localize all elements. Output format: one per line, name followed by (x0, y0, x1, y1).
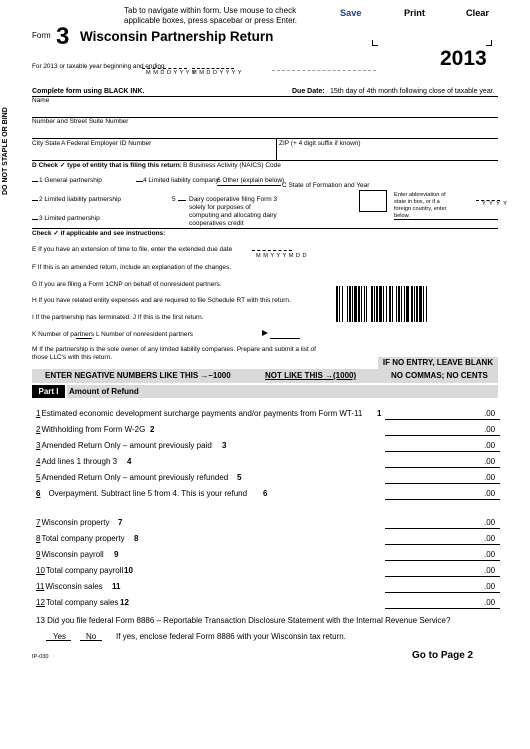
side-instruction: DO NOT STAPLE OR BIND (2, 107, 9, 195)
barcode-bar (419, 286, 422, 322)
cents-suffix: .00 (484, 550, 496, 559)
line-number: 2 (36, 425, 41, 434)
partners-count-label: K Number of partners L Number of nonresident partners (32, 331, 193, 338)
line-4-amount-field[interactable] (385, 467, 500, 468)
amended-label: F If this is an amended return, include an explanation of the changes. (32, 264, 232, 271)
city-state-label: City State (32, 140, 61, 147)
cents-suffix: .00 (484, 409, 496, 418)
barcode-bar (342, 286, 343, 322)
number-of-partners-field[interactable] (76, 338, 92, 339)
line-13-no-label: No (86, 632, 97, 641)
corner-mark (486, 40, 492, 46)
barcode-bar (383, 286, 384, 322)
part-label: Part I (32, 385, 65, 398)
name-field[interactable] (32, 105, 498, 117)
cents-suffix: .00 (484, 534, 496, 543)
form-title: Wisconsin Partnership Return (80, 29, 274, 44)
street-label: Number and Street Suite Number (32, 118, 129, 125)
tax-year: 2013 (440, 47, 487, 70)
line-number: 11 (36, 582, 45, 591)
barcode-bar (361, 286, 362, 322)
barcode-bar (379, 286, 382, 322)
line-box-number: 8 (134, 534, 139, 543)
dairy-label: Dairy cooperative filing Form 3 solely for purposes of computing and allocating dairy cooperatives credit (189, 196, 278, 227)
barcode-bar (364, 286, 365, 322)
dairy-number: 5 (172, 196, 176, 203)
line-3-amount-field[interactable] (385, 451, 500, 452)
barcode-bar (423, 286, 424, 322)
line-description: Wisconsin property (41, 518, 110, 527)
barcode-bar (386, 286, 387, 322)
general-partnership-label: 1 General partnership (39, 177, 102, 184)
checkbox-general-partnership[interactable] (32, 175, 38, 182)
foreign-country-field[interactable] (394, 219, 498, 220)
arrow-right-icon (262, 330, 268, 336)
save-button[interactable]: Save (340, 8, 362, 18)
barcode-bar (371, 286, 373, 322)
line-description: Total company payroll (45, 566, 124, 575)
line-9-amount-field[interactable] (385, 560, 500, 561)
line-10-amount-field[interactable] (385, 576, 500, 577)
barcode-bar (426, 286, 427, 322)
go-to-page-2-button[interactable]: Go to Page 2 (412, 650, 474, 661)
due-date-label: Due Date: (292, 88, 325, 95)
line-description: Add lines 1 through 3 (41, 457, 118, 466)
state-abbrev-box[interactable] (359, 190, 387, 212)
form-1cnp-label: G If you are filing a Form 1CNP on behalf of nonresident partners. (32, 281, 222, 288)
street-field[interactable] (32, 126, 498, 138)
barcode-bar (366, 286, 367, 322)
line-box-number: 12 (120, 598, 129, 607)
line-7-amount-field[interactable] (385, 528, 500, 529)
check-instructions-heading: Check ✓ if applicable and see instructions: (32, 230, 166, 237)
extended-due-date-field[interactable] (252, 250, 292, 251)
zip-field[interactable] (279, 148, 359, 160)
begin-date-field[interactable] (142, 68, 187, 69)
name-label: Name (32, 97, 50, 104)
corner-mark (372, 40, 378, 46)
barcode-bar (416, 286, 418, 322)
barcode (336, 286, 496, 322)
extension-label: E If you have an extension of time to file, enter the extended due date (32, 246, 233, 253)
line-6-row (36, 489, 247, 499)
state-formation-label: C State of Formation and Year (282, 182, 370, 189)
cents-suffix: .00 (484, 489, 496, 498)
line-1-amount-field[interactable] (385, 419, 500, 420)
begin-date-format: M M D D Y Y Y Y (146, 70, 196, 76)
line-description: Estimated economic development surcharge payments and/or payments from Form WT-11 (41, 409, 363, 418)
entity-type-label: D Check ✓ type of entity that is filing this return: (32, 162, 182, 169)
barcode-bar (396, 286, 397, 322)
barcode-bar (347, 286, 348, 322)
cents-suffix: .00 (484, 457, 496, 466)
checkbox-llp[interactable] (32, 194, 38, 201)
line-box-number: 11 (112, 582, 121, 591)
no-commas-note: NO COMMAS; NO CENTS (391, 371, 488, 380)
line-1-row (36, 409, 362, 419)
line-box-number: 6 (263, 489, 268, 498)
barcode-bar (404, 286, 405, 322)
barcode-bar (358, 286, 360, 322)
line-description: Total company property (41, 534, 125, 543)
barcode-bar (352, 286, 353, 322)
line-11-amount-field[interactable] (385, 592, 500, 593)
end-date-field[interactable] (192, 68, 234, 69)
line-number: 5 (36, 473, 41, 482)
form-code: IP-030 (32, 654, 49, 660)
black-ink-note: Complete form using BLACK INK. (32, 88, 145, 95)
related-entity-label: H If you have related entity expenses and are required to file Schedule RT with this return. (32, 297, 291, 304)
cents-suffix: .00 (484, 425, 496, 434)
line-2-row (36, 425, 145, 435)
line-description: Overpayment. Subtract line 5 from 4. This is your refund (48, 489, 248, 498)
checkbox-limited-partnership[interactable] (32, 213, 38, 220)
llc-owner-label: M If the partnership is the sole owner of any limited liability companies. Prepare and submit a list of those LLC's with this return. (32, 346, 316, 361)
city-state-field[interactable] (32, 148, 275, 160)
print-button[interactable]: Print (404, 8, 425, 18)
llp-label: 2 Limited liability partnership (39, 196, 122, 203)
line-description: Wisconsin payroll (41, 550, 104, 559)
line-description: Wisconsin sales (45, 582, 103, 591)
line-12-row (36, 598, 118, 608)
line-description: Amended Return Only – amount previously refunded (41, 473, 229, 482)
tax-year-text: For 2013 or taxable year beginning and ending (32, 63, 165, 70)
line-5-row (36, 473, 228, 483)
no-entry-banner: IF NO ENTRY, LEAVE BLANK (378, 357, 498, 369)
zip-label: ZIP (+ 4 digit suffix if known) (279, 140, 361, 147)
line-3-row (36, 441, 212, 451)
barcode-bar (398, 286, 400, 322)
line-number: 8 (36, 534, 41, 543)
formation-year-format: Y Y Y Y (482, 201, 508, 207)
barcode-bar (374, 286, 375, 322)
cents-suffix: .00 (484, 566, 496, 575)
line-13-yes-label: Yes (53, 632, 67, 641)
line-box-number: 3 (222, 441, 227, 450)
barcode-bar (354, 286, 357, 322)
part-title: Amount of Refund (69, 387, 139, 396)
end-date-format: M M D D Y Y Y Y (192, 70, 242, 76)
form-number: 3 (56, 23, 70, 50)
navigation-instructions: Tab to navigate within form. Use mouse to check applicable boxes, press spacebar or press Enter. (124, 6, 297, 25)
nonresident-partners-field[interactable] (270, 338, 300, 339)
line-number: 3 (36, 441, 41, 450)
line-12-amount-field[interactable] (385, 608, 500, 609)
other-explain-field[interactable] (217, 185, 281, 186)
due-date-text: 15th day of 4th month following close of taxable year. (330, 88, 495, 95)
line-number: 6 (36, 489, 41, 498)
line-5-amount-field[interactable] (385, 483, 500, 484)
line-13-instructions: If yes, enclose federal Form 8886 with your Wisconsin tax return. (116, 632, 346, 641)
line-8-row (36, 534, 125, 544)
not-like-this-note: NOT LIKE THIS →(1000) (265, 371, 357, 380)
line-box-number: 10 (124, 566, 133, 575)
line-box-number: 1 (377, 409, 382, 418)
line-description: Withholding from Form W-2G (41, 425, 146, 434)
formation-year-field[interactable] (476, 200, 500, 201)
cents-suffix: .00 (484, 441, 496, 450)
form-word: Form (32, 31, 51, 40)
line-number: 1 (36, 409, 41, 418)
line-number: 7 (36, 518, 41, 527)
code-field[interactable] (272, 70, 376, 71)
line-2-amount-field[interactable] (385, 435, 500, 436)
limited-partnership-label: 3 Limited partnership (39, 215, 100, 222)
clear-button[interactable]: Clear (466, 8, 489, 18)
line-box-number: 5 (237, 473, 242, 482)
line-number: 4 (36, 457, 41, 466)
other-label: 6 Other (explain below) (217, 177, 285, 184)
barcode-bar (339, 286, 340, 322)
barcode-bar (401, 286, 402, 322)
line-13-text: 13 Did you file federal Form 8886 – Reportable Transaction Disclosure Statement with the Internal Revenue Service? (36, 616, 451, 625)
line-10-row (36, 566, 123, 576)
barcode-bar (336, 286, 338, 322)
barcode-bar (406, 286, 409, 322)
cents-suffix: .00 (484, 598, 496, 607)
line-4-row (36, 457, 117, 467)
line-description: Total company sales (45, 598, 119, 607)
checkbox-llc[interactable] (136, 175, 143, 182)
barcode-bar (392, 286, 393, 322)
terminated-first-return-label: I If the partnership has terminated. J If this is the first return. (32, 314, 204, 321)
line-8-amount-field[interactable] (385, 544, 500, 545)
line-6-amount-field[interactable] (385, 499, 500, 500)
line-box-number: 9 (114, 550, 119, 559)
line-box-number: 2 (150, 425, 155, 434)
line-number: 9 (36, 550, 41, 559)
line-9-row (36, 550, 104, 560)
extended-date-format: M M Y Y Y M D D (256, 253, 308, 259)
barcode-bar (414, 286, 415, 322)
line-box-number: 7 (118, 518, 123, 527)
barcode-bar (411, 286, 413, 322)
checkbox-dairy-cooperative[interactable] (178, 194, 186, 201)
line-box-number: 4 (127, 457, 132, 466)
llc-label: 4 Limited liability company (143, 177, 219, 184)
state-abbrev-note: Enter abbreviation of state in box, or if a foreign country, enter below. (394, 192, 447, 219)
line-description: Amended Return Only – amount previously paid (41, 441, 212, 450)
barcode-bar (389, 286, 391, 322)
barcode-bar (376, 286, 378, 322)
barcode-bar (349, 286, 351, 322)
line-11-row (36, 582, 103, 592)
line-7-row (36, 518, 109, 528)
line-number: 10 (36, 566, 45, 575)
cents-suffix: .00 (484, 518, 496, 527)
negative-numbers-note: ENTER NEGATIVE NUMBERS LIKE THIS →–1000 (45, 371, 231, 380)
naics-label: B Business Activity (NAICS) Code (183, 162, 281, 169)
cents-suffix: .00 (484, 582, 496, 591)
fein-label: A Federal Employer ID Number (61, 140, 152, 147)
line-number: 12 (36, 598, 45, 607)
cents-suffix: .00 (484, 473, 496, 482)
